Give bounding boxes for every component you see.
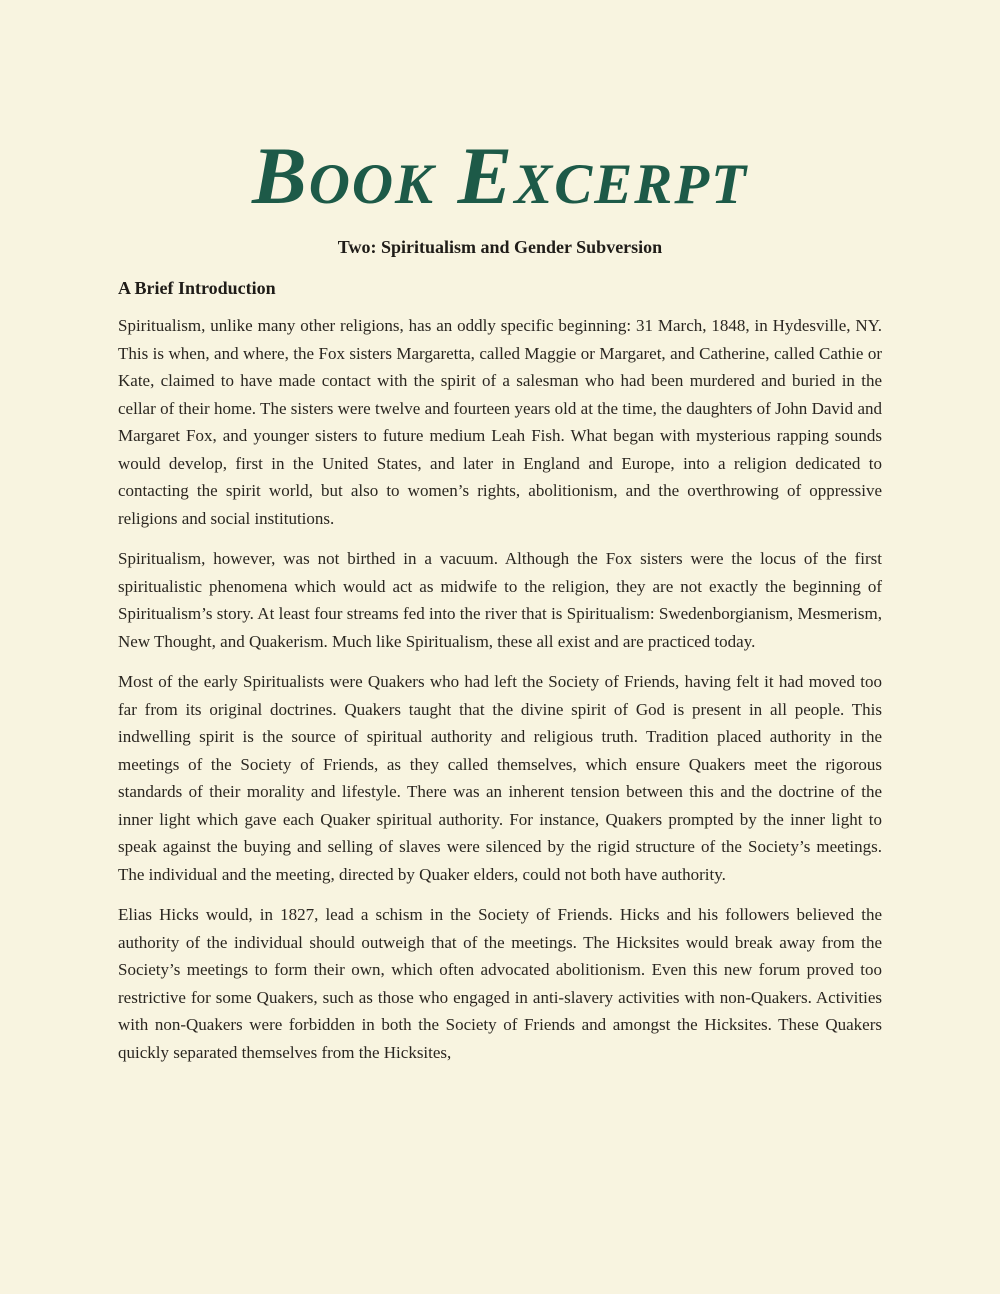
paragraph: Elias Hicks would, in 1827, lead a schism in the Society of Friends. Hicks and his followers believed the authority of the individual should outweigh that of the meetings. The Hicksites would break away from the Society’s meetings to form their own, which often advocated abolitionism. Even this new forum proved too restrictive for some Quakers, such as those who engaged in anti-slavery activities with non-Quakers. Activities with non-Quakers were forbidden in both the Society of Friends and amongst the Hicksites. These Quakers quickly separated themselves from the Hicksites, [118, 905, 882, 1062]
paragraph: Spiritualism, however, was not birthed in a vacuum. Although the Fox sisters were the locus of the first spiritualistic phenomena which would act as midwife to the religion, they are not exactly the beginning of Spiritualism’s story. At least four streams fed into the river that is Spiritualism: Swedenborgianism, Mesmerism, New Thought, and Quakerism. Much like Spiritualism, these all exist and are practiced today. [118, 549, 882, 651]
body-text [118, 312, 882, 1066]
paragraph: Most of the early Spiritualists were Quakers who had left the Society of Friends, having felt it had moved too far from its original doctrines. Quakers taught that the divine spirit of God is present in all people. This indwelling spirit is the source of spiritual authority and religious truth. Tradition placed authority in the meetings of the Society of Friends, as they called themselves, which ensure Quakers meet the rigorous standards of their morality and lifestyle. There was an inherent tension between this and the doctrine of the inner light which gave each Quaker spiritual authority. For instance, Quakers prompted by the inner light to speak against the buying and selling of slaves were silenced by the rigid structure of the Society’s meetings. The individual and the meeting, directed by Quaker elders, could not both have authority. [118, 672, 882, 884]
page-title: Book Excerpt [252, 130, 748, 221]
section-heading: A Brief Introduction [118, 278, 276, 298]
paragraph: Spiritualism, unlike many other religions, has an oddly specific beginning: 31 March, 1848, in Hydesville, NY. This is when, and where, the Fox sisters Margaretta, called Maggie or Margaret, and Catherine, called Cathie or Kate, claimed to have made contact with the spirit of a salesman who had been murdered and buried in the cellar of their home. The sisters were twelve and fourteen years old at the time, the daughters of John David and Margaret Fox, and younger sisters to future medium Leah Fish. What began with mysterious rapping sounds would develop, first in the United States, and later in England and Europe, into a religion dedicated to contacting the spirit world, but also to women’s rights, abolitionism, and the overthrowing of oppressive religions and social institutions. [118, 316, 882, 528]
chapter-heading: Two: Spiritualism and Gender Subversion [337, 237, 663, 257]
